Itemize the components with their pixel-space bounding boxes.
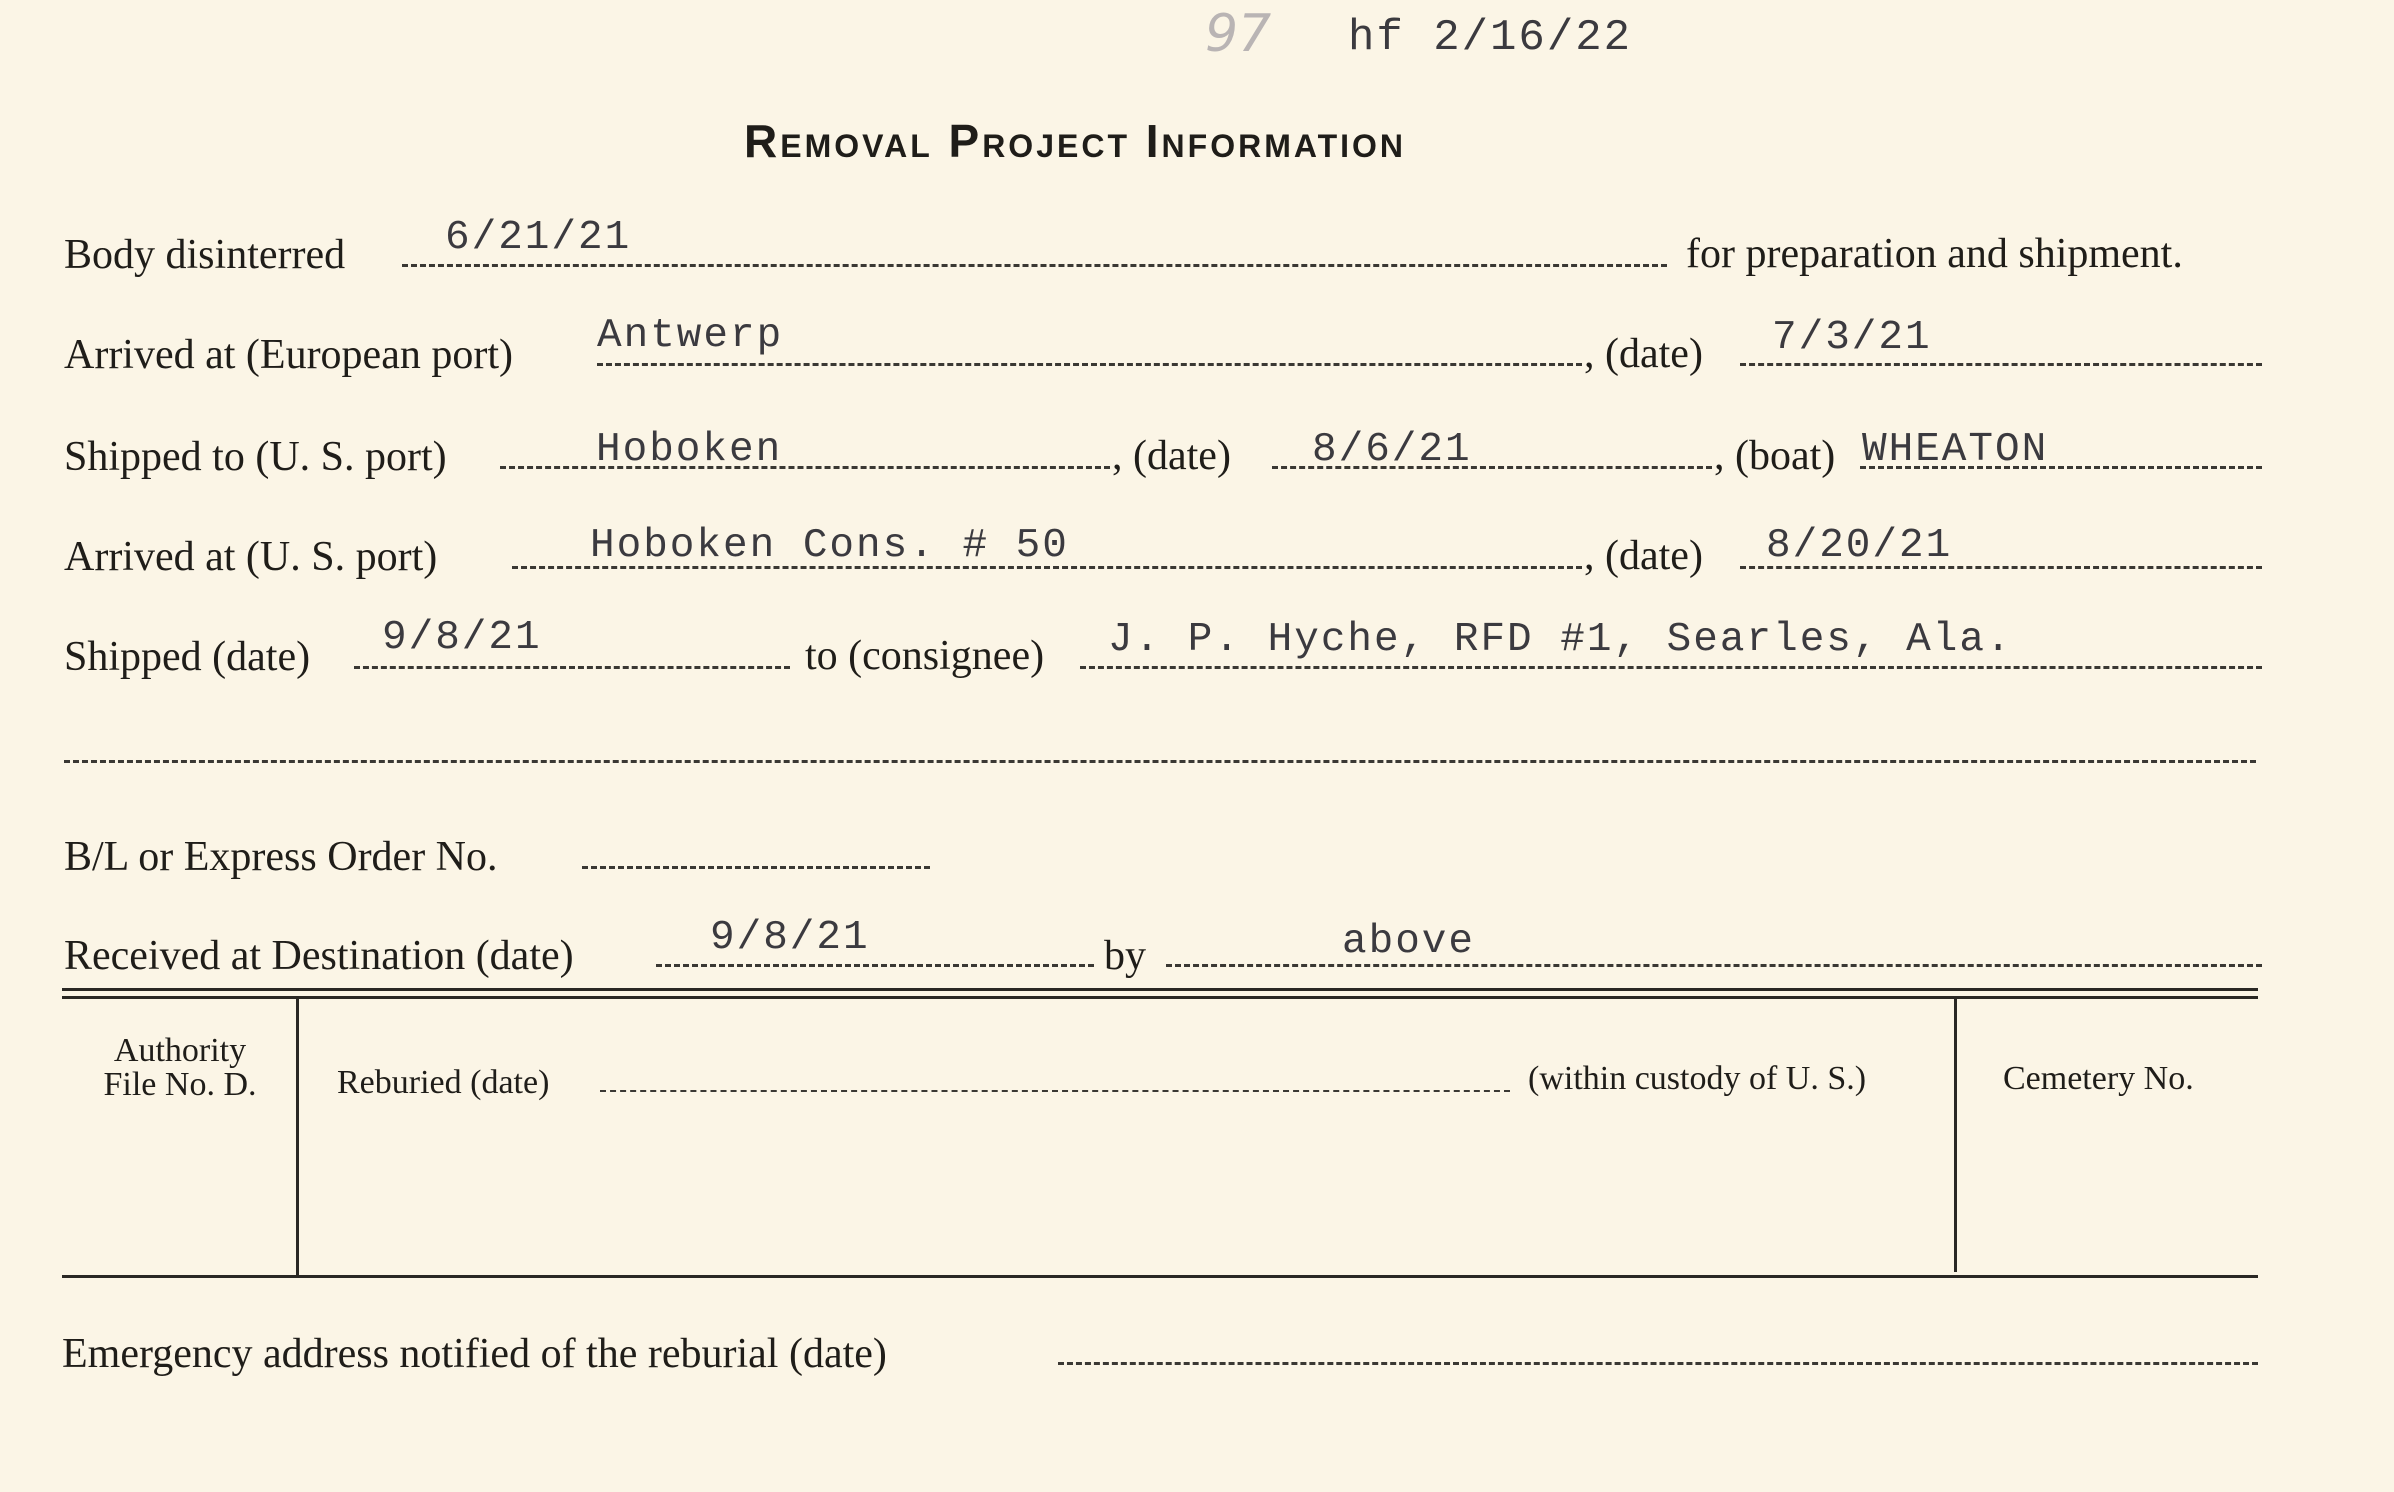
card-title: Removal Project Information (744, 115, 1407, 167)
authority-line2: File No. D. (103, 1066, 257, 1103)
disinterred-line (402, 264, 1667, 267)
bl-line (582, 866, 930, 869)
arrived-europe-date-label: , (date) (1584, 331, 1703, 377)
emergency-label: Emergency address notified of the reburial (date) (62, 1331, 887, 1377)
received-by-label: by (1104, 933, 1146, 979)
arrived-us-value: Hoboken Cons. # 50 (590, 523, 1069, 569)
received-by-line (1166, 964, 2262, 967)
file-note: hf 2/16/22 (1348, 13, 1633, 63)
table-top-rule-2 (62, 996, 2258, 999)
arrived-europe-date-line (1740, 363, 2262, 366)
authority-line1: Authority (113, 1032, 247, 1069)
shipped-to-value: Hoboken (596, 427, 783, 473)
table-divider-right (1954, 999, 1957, 1272)
cemetery-label: Cemetery No. (2003, 1060, 2194, 1097)
custody-label: (within custody of U. S.) (1528, 1060, 1867, 1097)
arrived-europe-label: Arrived at (European port) (64, 332, 513, 378)
received-value: 9/8/21 (710, 915, 870, 961)
shipped-label: Shipped (date) (64, 634, 311, 680)
consignee-line (1080, 666, 2262, 669)
arrived-us-label: Arrived at (U. S. port) (64, 534, 438, 580)
shipped-to-boat-label: , (boat) (1714, 433, 1836, 479)
emergency-line (1058, 1362, 2258, 1365)
arrived-europe-date: 7/3/21 (1772, 315, 1932, 361)
received-line (656, 964, 1094, 967)
shipped-value: 9/8/21 (382, 615, 542, 661)
shipped-to-label: Shipped to (U. S. port) (64, 434, 447, 480)
disinterred-suffix: for preparation and shipment. (1686, 231, 2183, 277)
arrived-europe-line (597, 363, 1582, 366)
arrived-us-date-label: , (date) (1584, 533, 1703, 579)
arrived-us-date: 8/20/21 (1766, 523, 1953, 569)
authority-cell (70, 1034, 290, 1102)
shipped-to-boat: WHEATON (1862, 427, 2049, 473)
reburied-label: Reburied (date) (337, 1064, 550, 1101)
blank-line (64, 760, 2256, 763)
bl-label: B/L or Express Order No. (64, 834, 498, 880)
disinterred-value: 6/21/21 (445, 215, 632, 261)
table-bottom-rule (62, 1275, 2258, 1278)
table-divider-left (296, 999, 299, 1275)
pencil-mark: 97 (1205, 4, 1272, 64)
received-label: Received at Destination (date) (64, 933, 574, 979)
received-by-value: above (1342, 919, 1476, 965)
consignee-label: to (consignee) (805, 633, 1045, 679)
consignee-value: J. P. Hyche, RFD #1, Searles, Ala. (1108, 617, 2013, 663)
reburied-line (600, 1090, 1510, 1092)
disinterred-label: Body disinterred (64, 232, 346, 278)
table-top-rule-1 (62, 988, 2258, 991)
shipped-to-line (500, 466, 1110, 469)
shipped-to-date: 8/6/21 (1312, 427, 1472, 473)
arrived-europe-value: Antwerp (597, 313, 784, 359)
shipped-line (354, 666, 790, 669)
shipped-to-date-label: , (date) (1112, 433, 1231, 479)
